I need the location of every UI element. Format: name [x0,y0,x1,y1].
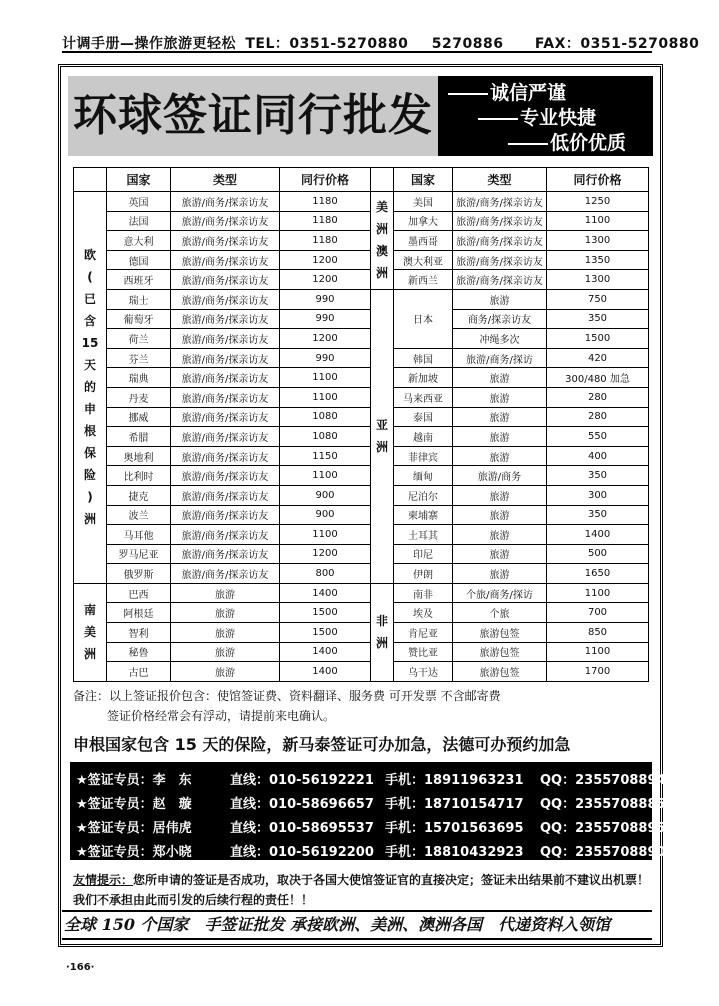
country-cell: 智利 [107,623,171,643]
price-cell: 280 [547,407,649,427]
table-row [74,564,649,584]
header-country-right: 国家 [394,168,453,192]
slogan-3: 低价优质 [508,128,626,155]
country-cell: 希腊 [107,427,171,447]
visa-type-cell: 旅游/商务/探亲访友 [171,270,280,290]
contact-mobile: 手机：18710154717 [385,797,524,812]
country-cell: 荷兰 [107,329,171,349]
region-char: 洲 [83,647,96,662]
visa-type-cell: 旅游/商务/探亲访友 [171,466,280,486]
header-tel: TEL：0351-5270880 [245,36,409,52]
visa-type-cell: 旅游/商务/探亲访友 [171,564,280,584]
price-cell: 1400 [280,662,371,682]
table-row [74,348,649,368]
price-cell: 350 [547,505,649,525]
visa-price-table [73,167,649,682]
region-char: 洲 [375,266,388,281]
price-cell: 750 [547,289,649,309]
header-title: 计调手册—操作旅游更轻松 [62,36,236,52]
price-cell: 1250 [547,192,649,212]
region-char: 洲 [375,440,388,455]
price-cell: 1200 [280,544,371,564]
region-char: 已 [83,292,96,307]
visa-type-cell: 冲绳多次 [453,329,547,349]
price-cell: 280 [547,387,649,407]
table-row [74,485,649,505]
price-cell: 990 [280,348,371,368]
price-cell: 1080 [280,427,371,447]
contact-row [70,789,666,813]
table-row [74,505,649,525]
region-char: 天 [83,358,96,373]
country-cell: 缅甸 [394,466,453,486]
price-cell: 550 [547,427,649,447]
country-cell: 尼泊尔 [394,485,453,505]
region-char: 保 [83,446,96,461]
region-char: 申 [83,402,96,417]
contact-line: 直线：010-56192221 [230,773,374,788]
visa-type-cell: 旅游/商务/探亲访友 [171,427,280,447]
visa-type-cell: 旅游/商务/探亲访友 [171,231,280,251]
table-row [74,289,649,309]
price-cell: 1700 [547,662,649,682]
price-cell: 900 [280,505,371,525]
visa-type-cell: 旅游/商务/探亲访友 [171,250,280,270]
slogan-2: 专业快捷 [478,103,596,130]
contact-name: ★签证专员：李 东 [76,773,192,788]
visa-type-cell: 旅游 [453,485,547,505]
contact-line: 直线：010-58695537 [230,821,374,836]
header-price-right: 同行价格 [547,168,649,192]
visa-type-cell: 个旅/商务/探访 [453,583,547,603]
region-char: 洲 [83,512,96,527]
contact-mobile: 手机：18911963231 [385,773,524,788]
price-cell: 1400 [547,525,649,545]
price-cell: 1650 [547,564,649,584]
country-cell: 南非 [394,583,453,603]
note-line-2: 签证价格经常会有浮动，请提前来电确认。 [107,709,336,723]
price-cell: 900 [280,485,371,505]
slogan-1: 诚信严谨 [448,78,566,105]
visa-type-cell: 旅游 [453,544,547,564]
country-cell: 奥地利 [107,446,171,466]
region-char: 美 [375,200,388,215]
price-note [73,686,501,726]
region-char: ( [87,270,93,285]
country-cell: 俄罗斯 [107,564,171,584]
region-south-america [74,583,107,681]
visa-type-cell: 旅游/商务/探亲访友 [453,211,547,231]
table-row [74,662,649,682]
visa-type-cell: 旅游/商务/探亲访友 [171,407,280,427]
country-cell: 意大利 [107,231,171,251]
visa-type-cell: 旅游/商务/探亲访友 [171,192,280,212]
tip-text: 您所申请的签证是否成功，取决于各国大使馆签证官的直接决定；签证未出结果前不建议出机票！我们不承担由此而引发的后续行程的责任！！ [73,873,650,907]
price-cell: 1100 [280,525,371,545]
country-cell: 马来西亚 [394,387,453,407]
price-cell: 1080 [280,407,371,427]
visa-type-cell: 旅游 [453,368,547,388]
country-cell: 韩国 [394,348,453,368]
table-row [74,211,649,231]
region-asia [371,289,394,583]
country-cell: 西班牙 [107,270,171,290]
country-cell: 瑞士 [107,289,171,309]
table-row [74,466,649,486]
country-cell: 土耳其 [394,525,453,545]
country-cell: 伊朗 [394,564,453,584]
country-cell: 印尼 [394,544,453,564]
country-cell: 埃及 [394,603,453,623]
visa-type-cell: 旅游/商务/探亲访友 [171,505,280,525]
header-tel-2: 5270886 [431,36,504,52]
table-row [74,446,649,466]
region-char: 险 [83,468,96,483]
visa-type-cell: 商务/探亲访友 [453,309,547,329]
price-cell: 1500 [280,603,371,623]
contact-qq: QQ：2355708885 [540,797,666,812]
country-cell: 新西兰 [394,270,453,290]
price-cell: 1100 [547,583,649,603]
visa-type-cell: 旅游/商务/探亲访友 [171,485,280,505]
table-row [74,192,649,212]
table-header-row [74,168,649,192]
header-country-left: 国家 [107,168,171,192]
region-char: 南 [83,603,96,618]
price-cell: 400 [547,446,649,466]
region-africa [371,583,394,681]
price-cell: 1100 [280,387,371,407]
table-row [74,407,649,427]
price-cell: 1180 [280,211,371,231]
price-cell: 300 [547,485,649,505]
visa-type-cell: 旅游 [171,623,280,643]
price-cell: 1180 [280,192,371,212]
price-cell: 1100 [547,211,649,231]
region-char: 的 [83,380,96,395]
country-cell: 澳大利亚 [394,250,453,270]
tip-lead: 友情提示： [73,873,134,887]
price-cell: 1400 [280,642,371,662]
price-cell: 1200 [280,270,371,290]
country-cell: 古巴 [107,662,171,682]
visa-type-cell: 旅游/商务/探亲访友 [171,544,280,564]
visa-type-cell: 旅游/商务/探亲访友 [453,231,547,251]
visa-type-cell: 旅游 [453,427,547,447]
header-price-left: 同行价格 [280,168,371,192]
table-row [74,427,649,447]
country-cell: 巴西 [107,583,171,603]
contact-qq: QQ：2355708895 [540,821,666,836]
schengen-notice: 申根国家包含 15 天的保险，新马泰签证可办加急，法德可办预约加急 [73,735,571,754]
country-cell: 挪威 [107,407,171,427]
region-char: 洲 [375,636,388,651]
header-type-left: 类型 [171,168,280,192]
price-cell: 700 [547,603,649,623]
price-cell: 1150 [280,446,371,466]
header-type-right: 类型 [453,168,547,192]
visa-type-cell: 旅游/商务/探亲访友 [171,329,280,349]
contact-name: ★签证专员：赵 璇 [76,797,192,812]
visa-type-cell: 旅游 [453,525,547,545]
region-char: 含 [83,314,96,329]
page-header [62,33,700,53]
region-char: 非 [375,614,388,629]
country-cell: 赞比亚 [394,642,453,662]
visa-type-cell: 旅游/商务/探亲访友 [453,270,547,290]
visa-type-cell: 旅游/商务/探亲访友 [171,446,280,466]
price-cell: 420 [547,348,649,368]
visa-type-cell: 旅游/商务/探亲访友 [171,309,280,329]
country-cell: 加拿大 [394,211,453,231]
table-row [74,368,649,388]
contact-qq: QQ：2355708890 [540,845,666,860]
country-cell: 新加坡 [394,368,453,388]
visa-type-cell: 旅游包签 [453,662,547,682]
header-blank-left [74,168,107,192]
table-row [74,623,649,643]
price-cell: 1200 [280,250,371,270]
table-row [74,642,649,662]
visa-type-cell: 旅游 [453,446,547,466]
price-cell: 1350 [547,250,649,270]
contact-panel [70,762,666,860]
visa-type-cell: 旅游 [453,289,547,309]
visa-type-cell: 旅游包签 [453,642,547,662]
contact-name: ★签证专员：居伟虎 [76,821,192,836]
country-cell: 罗马尼亚 [107,544,171,564]
price-cell: 1100 [547,642,649,662]
visa-type-cell: 旅游 [453,505,547,525]
price-cell: 800 [280,564,371,584]
visa-type-cell: 旅游/商务/探亲访友 [171,368,280,388]
country-cell: 美国 [394,192,453,212]
country-cell: 墨西哥 [394,231,453,251]
header-fax: FAX：0351-5270880 [534,36,700,52]
visa-type-cell: 旅游 [171,662,280,682]
table-row [74,583,649,603]
region-europe [74,192,107,584]
visa-type-cell: 旅游 [171,642,280,662]
price-cell: 1100 [280,368,371,388]
visa-type-cell: 旅游/商务/探访 [453,348,547,368]
table-row [74,231,649,251]
visa-type-cell: 旅游/商务 [453,466,547,486]
table-row [74,250,649,270]
country-cell: 德国 [107,250,171,270]
price-cell: 350 [547,466,649,486]
visa-type-cell: 旅游 [171,583,280,603]
region-char: 15 [81,336,99,351]
visa-type-cell: 旅游/商务/探亲访友 [171,387,280,407]
visa-type-cell: 旅游/商务/探亲访友 [171,348,280,368]
table-row [74,544,649,564]
contact-line: 直线：010-56192200 [230,845,374,860]
price-cell: 990 [280,309,371,329]
country-cell: 英国 [107,192,171,212]
region-char: 美 [83,625,96,640]
banner-slogans [438,76,653,156]
price-cell: 990 [280,289,371,309]
country-cell: 马耳他 [107,525,171,545]
table-row [74,329,649,349]
country-cell: 日本 [394,289,453,348]
price-cell: 1300 [547,231,649,251]
visa-type-cell: 个旅 [453,603,547,623]
contact-row [70,813,666,837]
region-char: ) [87,490,93,505]
region-char: 澳 [375,244,388,259]
country-cell: 葡萄牙 [107,309,171,329]
country-cell: 越南 [394,427,453,447]
note-line-1: 备注：以上签证报价包含：使馆签证费、资料翻译、服务费 可开发票 不含邮寄费 [73,689,501,703]
table-row [74,270,649,290]
visa-type-cell: 旅游/商务/探亲访友 [171,211,280,231]
ad-banner [68,76,653,156]
price-cell: 350 [547,309,649,329]
table-row [74,309,649,329]
country-cell: 波兰 [107,505,171,525]
visa-type-cell: 旅游/商务/探亲访友 [171,289,280,309]
contact-line: 直线：010-58696657 [230,797,374,812]
price-cell: 1180 [280,231,371,251]
visa-type-cell: 旅游/商务/探亲访友 [453,250,547,270]
region-char: 亚 [375,418,388,433]
country-cell: 芬兰 [107,348,171,368]
visa-type-cell: 旅游 [171,603,280,623]
contact-row [70,765,666,789]
table-row [74,603,649,623]
page-number: ·166· [66,962,95,973]
country-cell: 肯尼亚 [394,623,453,643]
visa-type-cell: 旅游/商务/探亲访友 [453,192,547,212]
country-cell: 阿根廷 [107,603,171,623]
visa-type-cell: 旅游 [453,387,547,407]
contact-mobile: 手机：18810432923 [385,845,524,860]
region-char: 洲 [375,222,388,237]
friendly-tip [73,870,651,910]
visa-type-cell: 旅游/商务/探亲访友 [171,525,280,545]
country-cell: 比利时 [107,466,171,486]
visa-type-cell: 旅游包签 [453,623,547,643]
table-row [74,525,649,545]
price-cell: 1300 [547,270,649,290]
visa-type-cell: 旅游 [453,564,547,584]
region-char: 欧 [83,248,96,263]
contact-name: ★签证专员：郑小晓 [76,845,192,860]
contact-row [70,837,666,861]
footer-banner: 全球 150 个国家 手签证批发 承接欧洲、美洲、澳洲各国 代递资料入领馆 [62,910,652,940]
contact-mobile: 手机：15701563695 [385,821,524,836]
country-cell: 秘鲁 [107,642,171,662]
country-cell: 瑞典 [107,368,171,388]
contact-qq: QQ：2355708894 [540,773,666,788]
header-blank-right [371,168,394,192]
visa-type-cell: 旅游 [453,407,547,427]
country-cell: 法国 [107,211,171,231]
country-cell: 菲律宾 [394,446,453,466]
price-cell: 850 [547,623,649,643]
price-cell: 1200 [280,329,371,349]
country-cell: 柬埔寨 [394,505,453,525]
banner-title: 环球签证同行批发 [68,76,438,156]
table-row [74,387,649,407]
country-cell: 丹麦 [107,387,171,407]
price-cell: 1500 [280,623,371,643]
price-cell: 1500 [547,329,649,349]
country-cell: 捷克 [107,485,171,505]
price-cell: 300/480 加急 [547,368,649,388]
region-char: 根 [83,424,96,439]
region-america-oceania [371,192,394,290]
price-cell: 1400 [280,583,371,603]
country-cell: 乌干达 [394,662,453,682]
country-cell: 泰国 [394,407,453,427]
price-cell: 1100 [280,466,371,486]
price-cell: 500 [547,544,649,564]
